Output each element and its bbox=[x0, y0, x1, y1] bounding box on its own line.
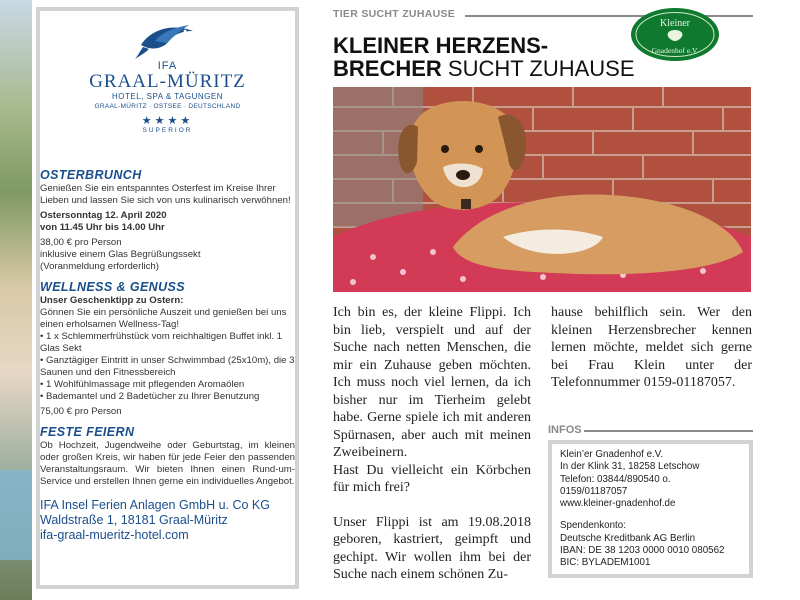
section-kicker: TIER SUCHT ZUHAUSE bbox=[333, 8, 456, 20]
list-item: • 1 Wohlfühlmassage mit pflegenden Aromaölen bbox=[40, 379, 295, 391]
osterbrunch-details-2: (Voranmeldung erforderlich) bbox=[40, 261, 159, 272]
company-name: IFA Insel Ferien Anlagen GmbH u. Co KG bbox=[40, 498, 270, 512]
company-website[interactable]: ifa-graal-mueritz-hotel.com bbox=[40, 528, 189, 542]
list-item: • Bademantel und 2 Badetücher zu Ihrer Benutzung bbox=[40, 391, 295, 403]
list-item: • 1 x Schlemmerfrühstück vom reichhaltigen Buffet inkl. 1 Glas Sekt bbox=[40, 331, 295, 355]
osterbrunch-price: 38,00 € pro Person bbox=[40, 237, 122, 248]
wellness-intro: Gönnen Sie ein persönliche Auszeit und genießen bei uns einen erholsamen Wellness-Tag! bbox=[40, 307, 287, 330]
infos-street: In der Klink 31, 18258 Letschow bbox=[560, 461, 700, 473]
logo-name: GRAAL-MÜRITZ bbox=[89, 71, 246, 92]
infos-section bbox=[548, 424, 753, 576]
article-column-2 bbox=[551, 304, 752, 392]
wellness-list bbox=[40, 331, 295, 403]
logo-ifa: IFA bbox=[157, 60, 178, 72]
infos-spenden: Spendenkonto: bbox=[560, 520, 626, 532]
feiern-text: Ob Hochzeit, Jugendweihe oder Geburtstag, im kleinen oder großen Kreis, wir haben für jede Feier den passenden Veranstaltungsraum. Wir bieten Ihnen einen Rund-um-Service und erstellen Ihnen gerne ein individuelles Angebot. bbox=[40, 440, 295, 487]
osterbrunch-intro: Genießen Sie ein entspanntes Osterfest im Kreise Ihrer Lieben und lassen Sie sich von uns kulinarisch verwöhnen! bbox=[40, 183, 291, 206]
ad-body bbox=[40, 161, 295, 543]
list-item: • Ganztägiger Eintritt in unser Schwimmbad (25x10m), die 3 Saunen und den Fitnessbereich bbox=[40, 355, 295, 379]
infos-bank: Deutsche Kreditbank AG Berlin bbox=[560, 532, 696, 544]
osterbrunch-date-2: von 11.45 Uhr bis 14.00 Uhr bbox=[40, 222, 165, 233]
logo-tagline: HOTEL, SPA & TAGUNGEN bbox=[112, 92, 223, 101]
osterbrunch-heading: OSTERBRUNCH bbox=[40, 168, 142, 182]
osterbrunch-details-1: inklusive einem Glas Begrüßungssekt bbox=[40, 249, 201, 260]
infos-iban: IBAN: DE 38 1203 0000 0010 080562 bbox=[560, 545, 725, 557]
article-paragraph: Hast Du vielleicht ein Körbchen für mich frei? bbox=[333, 462, 531, 495]
logo-location: GRAAL-MÜRITZ · OSTSEE · DEUTSCHLAND bbox=[94, 103, 241, 110]
divider bbox=[584, 430, 753, 432]
company-address: Waldstraße 1, 18181 Graal-Müritz bbox=[40, 513, 228, 527]
article-headline bbox=[333, 34, 753, 80]
article-paragraph: hause behilflich sein. Wer den kleinen Herzensbrecher kennen lernen möchte, meldet sich gerne bei Frau Klein unter der Telefonnummer 0159-01187057. bbox=[551, 305, 752, 390]
infos-org: Klein’er Gnadenhof e.V. bbox=[560, 449, 664, 460]
seal-text-bottom: Gnadenhof e.V. bbox=[651, 46, 699, 55]
dog-photo bbox=[333, 87, 751, 292]
feiern-heading: FESTE FEIERN bbox=[40, 425, 135, 439]
logo-superior: SUPERIOR bbox=[142, 127, 193, 134]
pool-photo bbox=[0, 470, 32, 560]
star-rating: ★★★★ bbox=[141, 115, 194, 127]
wellness-heading: WELLNESS & GENUSS bbox=[40, 280, 186, 294]
headline-light: SUCHT ZUHAUSE bbox=[447, 56, 635, 81]
infos-mobile: 0159/01187057 bbox=[560, 485, 628, 497]
hotel-advertisement bbox=[36, 7, 299, 589]
headline-line-1: KLEINER HERZENS- bbox=[333, 33, 549, 58]
article-paragraph: Unser Flippi ist am 19.08.2018 geboren, kastriert, geimpft und gechipt. Wir wollen ihm bei der Suche nach einem schönen Zu- bbox=[333, 514, 531, 582]
osterbrunch-date-1: Ostersonntag 12. April 2020 bbox=[40, 210, 167, 221]
infos-phone: Telefon: 03844/890540 o. bbox=[560, 473, 671, 485]
headline-line-2 bbox=[333, 57, 753, 80]
infos-bic: BIC: BYLADEM1001 bbox=[560, 557, 651, 569]
article-paragraph: Ich bin es, der kleine Flippi. Ich bin lieb, verspielt und auf der Suche nach netten Menschen, die mir ein Zuhause geben möchten. Ich muss noch viel lernen, da ich bisher nur im Tierheim gelebt habe. Gerne spiele ich mit anderen Spürnasen, aber auch mit meinen Zweibeinern. bbox=[333, 305, 531, 460]
wellness-price: 75,00 € pro Person bbox=[40, 406, 122, 417]
infos-title: INFOS bbox=[548, 424, 582, 436]
headline-bold: BRECHER bbox=[333, 56, 448, 81]
seal-text-top: Kleiner bbox=[660, 18, 690, 29]
ad-footer bbox=[40, 498, 295, 543]
left-photo-strip bbox=[0, 0, 32, 600]
infos-box bbox=[548, 440, 753, 578]
article-column-1 bbox=[333, 304, 531, 584]
wellness-subhead: Unser Geschenktipp zu Ostern: bbox=[40, 295, 184, 306]
hotel-logo bbox=[40, 19, 295, 134]
fish-logo-icon bbox=[133, 19, 203, 59]
infos-web[interactable]: www.kleiner-gnadenhof.de bbox=[560, 498, 676, 510]
